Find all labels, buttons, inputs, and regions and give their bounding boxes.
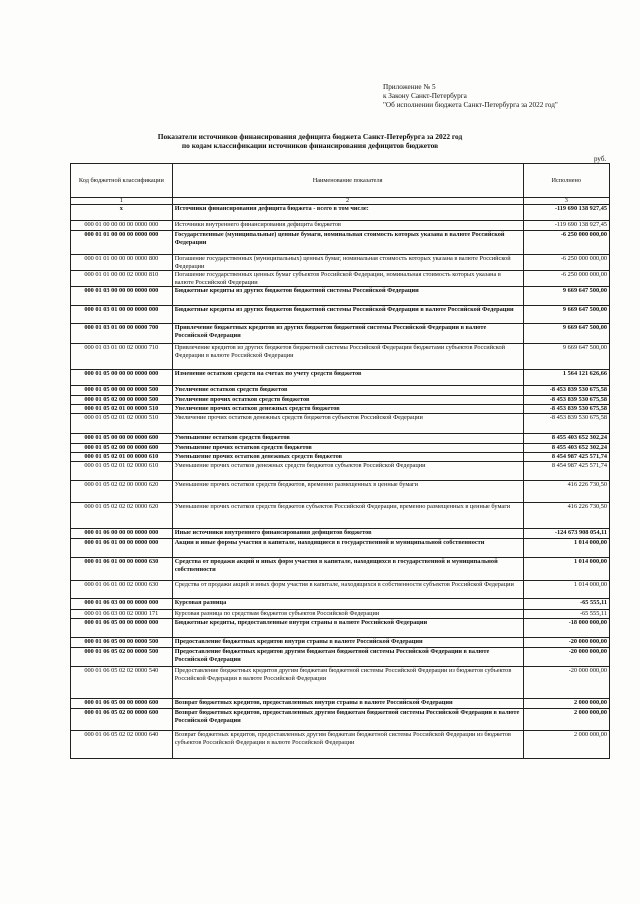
row-value: 1 014 000,00 (523, 539, 609, 558)
table-row (71, 619, 610, 638)
row-code: 000 01 05 00 00 00 0000 600 (71, 434, 173, 444)
row-code: 000 01 05 02 00 00 0000 500 (71, 396, 173, 405)
title-line-1: Показатели источников финансирования дефицита бюджета Санкт-Петербурга за 2022 год (157, 132, 463, 141)
row-code: x (71, 205, 173, 221)
appendix-block (383, 83, 558, 110)
table-row (71, 434, 610, 444)
row-code: 000 01 06 01 00 00 0000 000 (71, 539, 173, 558)
row-value: 8 454 987 425 571,74 (523, 453, 609, 462)
row-name: Увеличение прочих остатков средств бюджетов (172, 396, 523, 405)
row-code: 000 01 03 01 00 00 0000 000 (71, 306, 173, 324)
row-code: 000 01 06 01 00 02 0000 630 (71, 581, 173, 599)
table-row (71, 370, 610, 386)
table-row (71, 638, 610, 648)
appendix-law: к Закону Санкт-Петербурга (383, 92, 467, 100)
table-row (71, 529, 610, 539)
table-row (71, 667, 610, 699)
row-code: 000 01 05 00 00 00 0000 000 (71, 370, 173, 386)
row-value: 2 000 000,00 (523, 709, 609, 731)
table-row (71, 558, 610, 581)
row-name: Акции и иные формы участия в капитале, находящиеся в государственной и муниципальной собственности (172, 539, 523, 558)
table-row (71, 648, 610, 667)
header-name: Наименование показателя (172, 164, 523, 198)
row-code: 000 01 05 02 02 00 0000 620 (71, 481, 173, 503)
row-name: Уменьшение остатков средств бюджетов (172, 434, 523, 444)
row-code: 000 01 06 05 02 00 0000 500 (71, 648, 173, 667)
row-value: -119 690 138 927,45 (523, 221, 609, 231)
row-name: Увеличение прочих остатков денежных средств бюджетов (172, 405, 523, 414)
row-name: Привлечение бюджетных кредитов из других бюджетов бюджетной системы Российской Федерации в валюте Российской Федерации (172, 324, 523, 344)
row-code: 000 01 05 02 01 02 0000 510 (71, 414, 173, 434)
row-name: Предоставление бюджетных кредитов внутри страны в валюте Российской Федерации (172, 638, 523, 648)
row-name: Возврат бюджетных кредитов, предоставленных внутри страны в валюте Российской Федерации (172, 699, 523, 709)
row-value: 416 226 730,50 (523, 481, 609, 503)
row-code: 000 01 05 02 02 02 0000 620 (71, 503, 173, 529)
row-code: 000 01 06 05 02 02 0000 640 (71, 731, 173, 759)
row-name: Источники финансирования дефицита бюджета - всего в том числе: (172, 205, 523, 221)
row-value: -8 453 839 530 675,58 (523, 396, 609, 405)
row-name: Погашение государственных ценных бумаг субъектов Российской Федерации, номинальная стоимость которых указана в валюте Российской Федерации (172, 271, 523, 287)
row-name: Бюджетные кредиты, предоставленные внутри страны в валюте Российской Федерации (172, 619, 523, 638)
row-code: 000 01 06 05 00 00 0000 500 (71, 638, 173, 648)
row-value: -20 000 000,00 (523, 648, 609, 667)
row-name: Средства от продажи акций и иных форм участия в капитале, находящихся в собственности субъектов Российской Федерации (172, 581, 523, 599)
row-value: 416 226 730,50 (523, 503, 609, 529)
row-value: -65 555,11 (523, 610, 609, 619)
row-code: 000 01 05 00 00 00 0000 500 (71, 386, 173, 396)
row-value: -124 673 908 054,11 (523, 529, 609, 539)
row-name: Бюджетные кредиты из других бюджетов бюджетной системы Российской Федерации в валюте Российской Федерации (172, 306, 523, 324)
row-code: 000 01 06 01 00 00 0000 630 (71, 558, 173, 581)
row-value: -119 690 138 927,45 (523, 205, 609, 221)
column-number-1: 1 (71, 198, 173, 205)
table-row (71, 599, 610, 610)
table-row (71, 221, 610, 231)
table-row (71, 324, 610, 344)
row-value: -8 453 839 530 675,58 (523, 386, 609, 396)
header-value: Исполнено (523, 164, 609, 198)
table-row (71, 503, 610, 529)
row-name: Уменьшение прочих остатков средств бюджетов, временно размещенных в ценные бумаги (172, 481, 523, 503)
row-code: 000 01 00 00 00 00 0000 000 (71, 221, 173, 231)
row-name: Возврат бюджетных кредитов, предоставленных другим бюджетам бюджетной системы Российской Федерации из бюджетов субъектов Российской Федерации в валюте Российской Федерации (172, 731, 523, 759)
row-value: 9 669 647 500,00 (523, 306, 609, 324)
row-value: -8 453 839 530 675,58 (523, 405, 609, 414)
sources-table (70, 163, 610, 759)
row-name: Погашение государственных (муниципальных) ценных бумаг, номинальная стоимость которых указана в валюте Российской Федерации (172, 255, 523, 271)
row-code: 000 01 06 05 02 00 0000 600 (71, 709, 173, 731)
row-name: Бюджетные кредиты из других бюджетов бюджетной системы Российской Федерации (172, 287, 523, 306)
table-row (71, 414, 610, 434)
row-name: Увеличение остатков средств бюджетов (172, 386, 523, 396)
row-value: -8 453 839 530 675,58 (523, 414, 609, 434)
table-row (71, 386, 610, 396)
row-name: Уменьшение прочих остатков средств бюджетов (172, 444, 523, 453)
row-code: 000 01 05 02 01 00 0000 610 (71, 453, 173, 462)
row-name: Средства от продажи акций и иных форм участия в капитале, находящихся в государственной и муниципальной собственности (172, 558, 523, 581)
row-value: 8 455 403 652 302,24 (523, 444, 609, 453)
row-name: Источники внутреннего финансирования дефицита бюджетов (172, 221, 523, 231)
row-code: 000 01 06 03 00 02 0000 171 (71, 610, 173, 619)
row-value: -20 000 000,00 (523, 667, 609, 699)
table-row (71, 610, 610, 619)
table-row (71, 306, 610, 324)
row-value: -20 000 000,00 (523, 638, 609, 648)
row-name: Изменение остатков средств на счетах по учету средств бюджетов (172, 370, 523, 386)
table-header-row (71, 164, 610, 198)
table-row (71, 287, 610, 306)
row-value: -6 250 000 000,00 (523, 231, 609, 255)
table-row (71, 344, 610, 370)
row-code: 000 01 06 05 00 00 0000 000 (71, 619, 173, 638)
row-name: Иные источники внутреннего финансирования дефицитов бюджетов (172, 529, 523, 539)
table-row (71, 405, 610, 414)
row-code: 000 01 01 00 00 02 0000 810 (71, 271, 173, 287)
row-name: Курсовая разница по средствам бюджетов субъектов Российской Федерации (172, 610, 523, 619)
table-row (71, 731, 610, 759)
row-name: Уменьшение прочих остатков денежных средств бюджетов (172, 453, 523, 462)
row-name: Курсовая разница (172, 599, 523, 610)
column-number-3: 3 (523, 198, 609, 205)
row-code: 000 01 05 02 01 02 0000 610 (71, 462, 173, 481)
table-row (71, 699, 610, 709)
row-code: 000 01 06 05 00 00 0000 600 (71, 699, 173, 709)
row-name: Привлечение кредитов из других бюджетов бюджетной системы Российской Федерации бюджетами субъектов Российской Федерации в валюте Российской Федерации (172, 344, 523, 370)
row-value: 8 454 987 425 571,74 (523, 462, 609, 481)
row-code: 000 01 06 03 00 00 0000 000 (71, 599, 173, 610)
row-name: Государственные (муниципальные) ценные бумаги, номинальная стоимость которых указана в валюте Российской Федерации (172, 231, 523, 255)
title-line-2: по кодам классификации источников финансирования дефицитов бюджетов (181, 141, 439, 150)
row-code: 000 01 03 01 00 00 0000 700 (71, 324, 173, 344)
row-code: 000 01 06 00 00 00 0000 000 (71, 529, 173, 539)
row-code: 000 01 05 02 01 00 0000 510 (71, 405, 173, 414)
table-row (71, 581, 610, 599)
table-body (71, 205, 610, 759)
row-value: 9 669 647 500,00 (523, 324, 609, 344)
row-name: Предоставление бюджетных кредитов другим бюджетам бюджетной системы Российской Федерации из бюджетов субъектов Российской Федерации в валюте Российской Федерации (172, 667, 523, 699)
table-row (71, 271, 610, 287)
table-row (71, 231, 610, 255)
row-code: 000 01 06 05 02 02 0000 540 (71, 667, 173, 699)
table-row (71, 709, 610, 731)
table-row (71, 205, 610, 221)
row-code: 000 01 05 02 00 00 0000 600 (71, 444, 173, 453)
row-code: 000 01 03 01 00 02 0000 710 (71, 344, 173, 370)
row-code: 000 01 01 00 00 00 0000 000 (71, 231, 173, 255)
header-code: Код бюджетной классификации (71, 164, 173, 198)
table-row (71, 444, 610, 453)
table-row (71, 481, 610, 503)
appendix-number: Приложение № 5 (383, 83, 436, 91)
table-row (71, 462, 610, 481)
row-value: 1 014 000,00 (523, 581, 609, 599)
row-name: Возврат бюджетных кредитов, предоставленных другим бюджетам бюджетной системы Российской Федерации в валюте Российской Федерации (172, 709, 523, 731)
row-value: -18 000 000,00 (523, 619, 609, 638)
table-row (71, 396, 610, 405)
row-value: -6 250 000 000,00 (523, 255, 609, 271)
row-name: Уменьшение прочих остатков средств бюджетов субъектов Российской Федерации, временно размещенных в ценные бумаги (172, 503, 523, 529)
row-value: 2 000 000,00 (523, 731, 609, 759)
row-code: 000 01 03 00 00 00 0000 000 (71, 287, 173, 306)
column-number-row (71, 198, 610, 205)
row-value: -65 555,11 (523, 599, 609, 610)
table-row (71, 539, 610, 558)
table-row (71, 255, 610, 271)
row-value: 1 564 121 626,66 (523, 370, 609, 386)
appendix-law-title: "Об исполнении бюджета Санкт-Петербурга за 2022 год" (383, 101, 558, 109)
column-number-2: 2 (172, 198, 523, 205)
unit-label: руб. (594, 155, 607, 163)
row-value: 2 000 000,00 (523, 699, 609, 709)
document-title (140, 132, 480, 150)
row-value: 8 455 403 652 302,24 (523, 434, 609, 444)
table-row (71, 453, 610, 462)
row-value: 9 669 647 500,00 (523, 287, 609, 306)
row-value: -6 250 000 000,00 (523, 271, 609, 287)
row-name: Уменьшение прочих остатков денежных средств бюджетов субъектов Российской Федерации (172, 462, 523, 481)
row-name: Увеличение прочих остатков денежных средств бюджетов субъектов Российской Федерации (172, 414, 523, 434)
row-code: 000 01 01 00 00 00 0000 800 (71, 255, 173, 271)
row-value: 1 014 000,00 (523, 558, 609, 581)
row-value: 9 669 647 500,00 (523, 344, 609, 370)
row-name: Предоставление бюджетных кредитов другим бюджетам бюджетной системы Российской Федерации в валюте Российской Федерации (172, 648, 523, 667)
